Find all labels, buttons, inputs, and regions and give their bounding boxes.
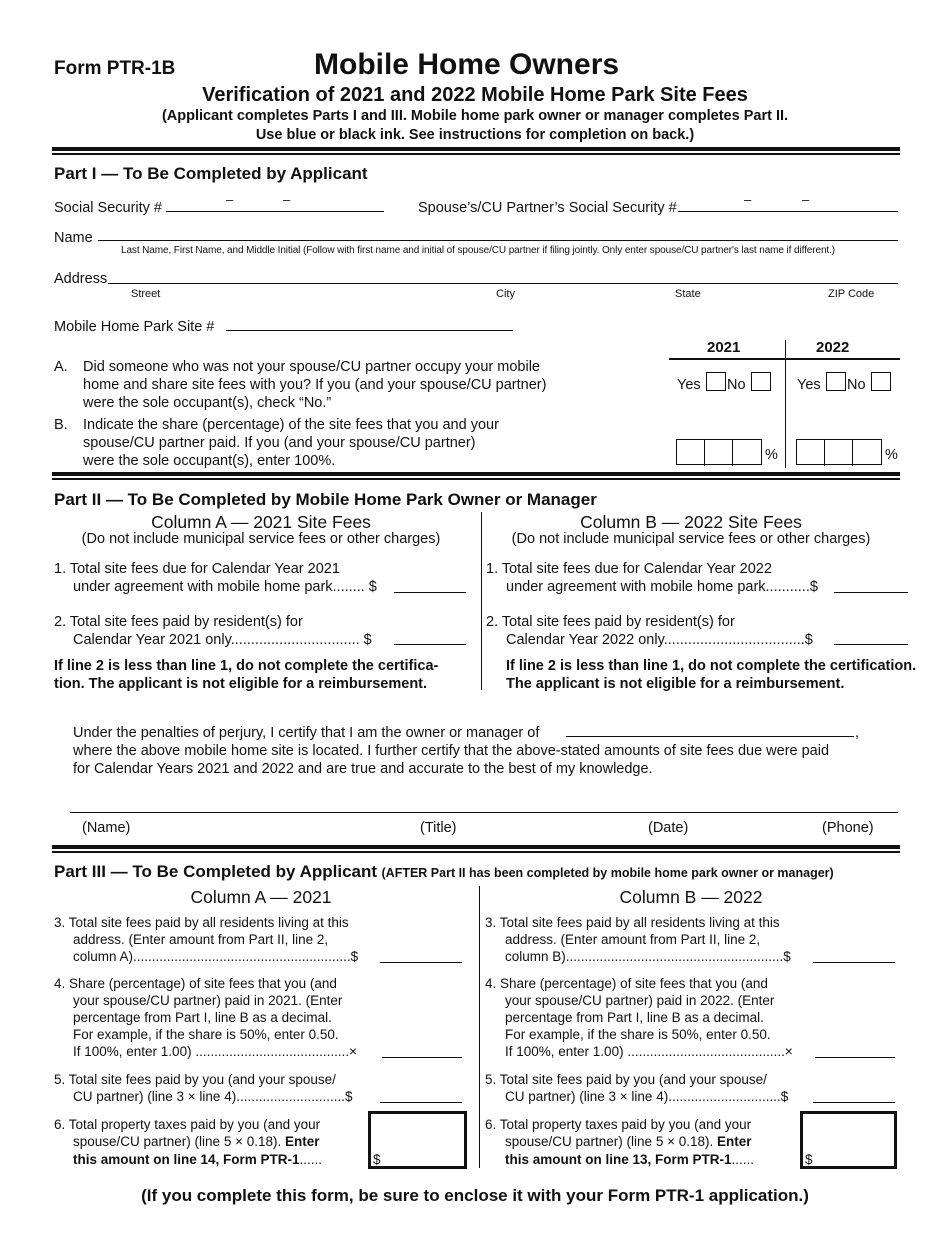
part3-a-line6-row bbox=[73, 1133, 320, 1150]
part3-b-line6-text: this amount on line 13, Form PTR-1 bbox=[505, 1152, 732, 1167]
address-field[interactable] bbox=[108, 283, 898, 284]
year-divider bbox=[785, 340, 786, 468]
qb-text: spouse/CU partner paid. If you (and your spouse/CU partner) bbox=[83, 435, 476, 451]
part3-b-line5: 5. Total site fees paid by you (and your spouse/ bbox=[485, 1072, 767, 1087]
col-b-note: (Do not include municipal service fees or other charges) bbox=[511, 531, 871, 547]
signature-phone-label: (Phone) bbox=[822, 820, 874, 836]
name-hint: Last Name, First Name, and Middle Initial (Follow with first name and initial of spouse/CU partner if filing jointly. Only enter spouse/CU partner's last name if different.) bbox=[121, 245, 835, 256]
percent-2022-input[interactable] bbox=[796, 439, 882, 465]
part3-b-line3: 3. Total site fees paid by all residents living at this bbox=[485, 915, 780, 930]
part3-b-line4: percentage from Part I, line B as a decimal. bbox=[505, 1010, 764, 1025]
percent-sign: % bbox=[765, 447, 778, 463]
signature-name-label: (Name) bbox=[82, 820, 131, 836]
part2-heading: Part II — To Be Completed by Mobile Home Park Owner or Manager bbox=[54, 490, 597, 509]
site-field[interactable] bbox=[226, 330, 513, 331]
park-name-field[interactable] bbox=[566, 736, 854, 737]
part3-b-line6-text: spouse/CU partner) (line 5 × 0.18). bbox=[505, 1134, 714, 1149]
part3-a-line4: For example, if the share is 50%, enter 0.50. bbox=[73, 1027, 339, 1042]
part3-heading-note: (AFTER Part II has been completed by mobile home park owner or manager) bbox=[381, 866, 834, 880]
column-divider bbox=[479, 886, 480, 1168]
part3-a-line6-dots: ...... bbox=[299, 1152, 323, 1167]
year-2021-heading: 2021 bbox=[707, 339, 741, 356]
part2-a-line1: 1. Total site fees due for Calendar Year 2021 bbox=[54, 561, 340, 577]
form-subtitle: Verification of 2021 and 2022 Mobile Home Park Site Fees bbox=[202, 84, 748, 106]
part3-heading-row bbox=[54, 862, 834, 882]
instructions-line-2: Use blue or black ink. See instructions for completion on back.) bbox=[255, 127, 695, 143]
dollar-sign: $ bbox=[805, 1152, 813, 1167]
ssn-field[interactable] bbox=[166, 211, 384, 212]
ssn-dash: – bbox=[283, 192, 291, 207]
part2-b-line1-cont: under agreement with mobile home park...........$ bbox=[506, 579, 818, 595]
part3-a-line3-field[interactable] bbox=[380, 962, 462, 963]
dollar-sign: $ bbox=[373, 1152, 381, 1167]
part3-a-line6-row bbox=[73, 1151, 322, 1168]
part3-a-line6-box[interactable] bbox=[368, 1111, 467, 1169]
qa-text: Did someone who was not your spouse/CU partner occupy your mobile bbox=[83, 359, 540, 375]
no-label: No bbox=[847, 377, 866, 393]
spouse-ssn-field[interactable] bbox=[678, 211, 898, 212]
part2-a-line2-field[interactable] bbox=[394, 644, 466, 645]
part3-b-line4: your spouse/CU partner) paid in 2022. (Enter bbox=[505, 993, 775, 1008]
yes-2022-checkbox[interactable] bbox=[826, 372, 846, 391]
ssn-dash: – bbox=[744, 192, 752, 207]
digit-cell bbox=[825, 440, 853, 466]
part3-b-line4-field[interactable] bbox=[815, 1057, 895, 1058]
col-a-note: (Do not include municipal service fees or other charges) bbox=[81, 531, 441, 547]
address-label: Address bbox=[54, 271, 108, 287]
certification-text: where the above mobile home site is located. I further certify that the above-stated amounts of site fees due were paid bbox=[73, 743, 830, 759]
qb-text: were the sole occupant(s), enter 100%. bbox=[83, 453, 336, 469]
part3-b-line6-box[interactable] bbox=[800, 1111, 897, 1169]
yes-label: Yes bbox=[677, 377, 701, 393]
part3-a-line6: 6. Total property taxes paid by you (and your bbox=[54, 1117, 321, 1132]
spouse-ssn-label: Spouse’s/CU Partner’s Social Security # bbox=[418, 200, 677, 216]
city-label: City bbox=[496, 288, 515, 300]
part3-a-line3: address. (Enter amount from Part II, line 2, bbox=[73, 932, 329, 947]
part3-col-b-title: Column B — 2022 bbox=[619, 887, 763, 907]
form-id: Form PTR-1B bbox=[54, 58, 176, 79]
part1-heading: Part I — To Be Completed by Applicant bbox=[54, 164, 368, 183]
part3-a-line5: CU partner) (line 3 × line 4).............................$ bbox=[73, 1089, 353, 1104]
year-2022-heading: 2022 bbox=[816, 339, 850, 356]
part3-b-line6-row bbox=[505, 1151, 754, 1168]
digit-cell bbox=[677, 440, 705, 466]
part3-b-line3: address. (Enter amount from Part II, line 2, bbox=[505, 932, 761, 947]
part3-b-line4: If 100%, enter 1.00) ..........................................× bbox=[505, 1044, 793, 1059]
part3-b-line3: column B)..........................................................$ bbox=[505, 949, 791, 964]
part3-b-line6-dots: ...... bbox=[731, 1152, 755, 1167]
signature-date-label: (Date) bbox=[648, 820, 689, 836]
yes-label: Yes bbox=[797, 377, 821, 393]
part2-b-line1-field[interactable] bbox=[834, 592, 908, 593]
part3-b-line6-enter: Enter bbox=[713, 1134, 752, 1149]
part3-b-line4: 4. Share (percentage) of site fees that you (and bbox=[485, 976, 768, 991]
part3-a-line5-field[interactable] bbox=[380, 1102, 462, 1103]
part3-col-a-title: Column A — 2021 bbox=[190, 887, 332, 907]
certification-comma: , bbox=[855, 725, 860, 741]
part2-b-line2-field[interactable] bbox=[834, 644, 908, 645]
street-label: Street bbox=[131, 288, 161, 300]
qb-letter: B. bbox=[54, 417, 68, 433]
part3-a-line3: 3. Total site fees paid by all residents living at this bbox=[54, 915, 349, 930]
divider bbox=[52, 147, 900, 151]
part2-b-warning: If line 2 is less than line 1, do not complete the certification. bbox=[506, 658, 917, 674]
digit-cell bbox=[705, 440, 733, 466]
part2-a-warning: If line 2 is less than line 1, do not complete the certifica- bbox=[54, 658, 439, 674]
part3-a-line6-text: spouse/CU partner) (line 5 × 0.18). bbox=[73, 1134, 282, 1149]
col-a-title: Column A — 2021 Site Fees bbox=[151, 512, 371, 532]
no-2022-checkbox[interactable] bbox=[871, 372, 891, 391]
part3-a-line4: If 100%, enter 1.00) .........................................× bbox=[73, 1044, 357, 1059]
qb-text: Indicate the share (percentage) of the site fees that you and your bbox=[83, 417, 499, 433]
part2-a-line1-cont: under agreement with mobile home park........ $ bbox=[73, 579, 377, 595]
name-label: Name bbox=[54, 230, 93, 246]
percent-sign: % bbox=[885, 447, 898, 463]
part2-b-line2-cont: Calendar Year 2022 only...................................$ bbox=[506, 632, 813, 648]
part3-b-line6-row bbox=[505, 1133, 752, 1150]
column-divider bbox=[481, 512, 482, 690]
signature-line[interactable] bbox=[70, 812, 898, 813]
part3-b-line6: 6. Total property taxes paid by you (and your bbox=[485, 1117, 752, 1132]
part3-a-line4: percentage from Part I, line B as a decimal. bbox=[73, 1010, 332, 1025]
ssn-label: Social Security # bbox=[54, 200, 162, 216]
part3-a-line5: 5. Total site fees paid by you (and your spouse/ bbox=[54, 1072, 336, 1087]
part3-a-line6-enter: Enter bbox=[281, 1134, 320, 1149]
part3-b-line3-field[interactable] bbox=[813, 962, 895, 963]
percent-2021-input[interactable] bbox=[676, 439, 762, 465]
certification-text: Under the penalties of perjury, I certify that I am the owner or manager of bbox=[73, 725, 540, 741]
part3-a-line4: 4. Share (percentage) of site fees that you (and bbox=[54, 976, 337, 991]
yes-2021-checkbox[interactable] bbox=[706, 372, 726, 391]
part2-b-line2: 2. Total site fees paid by resident(s) for bbox=[486, 614, 735, 630]
qa-letter: A. bbox=[54, 359, 68, 375]
part3-a-line4-field[interactable] bbox=[382, 1057, 462, 1058]
part2-a-warning: tion. The applicant is not eligible for a reimbursement. bbox=[54, 676, 428, 692]
part3-b-line4: For example, if the share is 50%, enter 0.50. bbox=[505, 1027, 771, 1042]
instructions-line-1: (Applicant completes Parts I and III. Mobile home park owner or manager completes Part II. bbox=[161, 108, 789, 124]
part3-a-line4: your spouse/CU partner) paid in 2021. (Enter bbox=[73, 993, 343, 1008]
part3-b-line5-field[interactable] bbox=[813, 1102, 895, 1103]
part2-a-line2: 2. Total site fees paid by resident(s) for bbox=[54, 614, 303, 630]
ssn-dash: – bbox=[802, 192, 810, 207]
signature-title-label: (Title) bbox=[420, 820, 457, 836]
digit-cell bbox=[797, 440, 825, 466]
divider bbox=[52, 845, 900, 849]
part2-b-warning: The applicant is not eligible for a reimbursement. bbox=[506, 676, 845, 692]
zip-label: ZIP Code bbox=[828, 288, 875, 300]
col-b-title: Column B — 2022 Site Fees bbox=[580, 512, 802, 532]
part2-a-line2-cont: Calendar Year 2021 only................................ $ bbox=[73, 632, 372, 648]
divider bbox=[52, 478, 900, 480]
site-label: Mobile Home Park Site # bbox=[54, 319, 215, 335]
part2-b-line1: 1. Total site fees due for Calendar Year 2022 bbox=[486, 561, 772, 577]
no-2021-checkbox[interactable] bbox=[751, 372, 771, 391]
divider bbox=[52, 472, 900, 476]
certification-text: for Calendar Years 2021 and 2022 and are true and accurate to the best of my knowledge. bbox=[73, 761, 653, 777]
name-field[interactable] bbox=[98, 240, 898, 241]
part3-a-line3: column A)..........................................................$ bbox=[73, 949, 359, 964]
form-title: Mobile Home Owners bbox=[314, 48, 620, 81]
ssn-dash: – bbox=[226, 192, 234, 207]
part2-a-line1-field[interactable] bbox=[394, 592, 466, 593]
qa-text: were the sole occupant(s), check “No.” bbox=[83, 395, 332, 411]
part3-heading: Part III — To Be Completed by Applicant bbox=[54, 862, 378, 881]
state-label: State bbox=[675, 288, 701, 300]
no-label: No bbox=[727, 377, 746, 393]
qa-text: home and share site fees with you? If you (and your spouse/CU partner) bbox=[83, 377, 547, 393]
divider bbox=[52, 851, 900, 853]
part3-b-line5: CU partner) (line 3 × line 4)..............................$ bbox=[505, 1089, 789, 1104]
divider bbox=[52, 153, 900, 155]
footer-note: (If you complete this form, be sure to enclose it with your Form PTR-1 application.) bbox=[141, 1186, 809, 1205]
part3-a-line6-text: this amount on line 14, Form PTR-1 bbox=[73, 1152, 300, 1167]
